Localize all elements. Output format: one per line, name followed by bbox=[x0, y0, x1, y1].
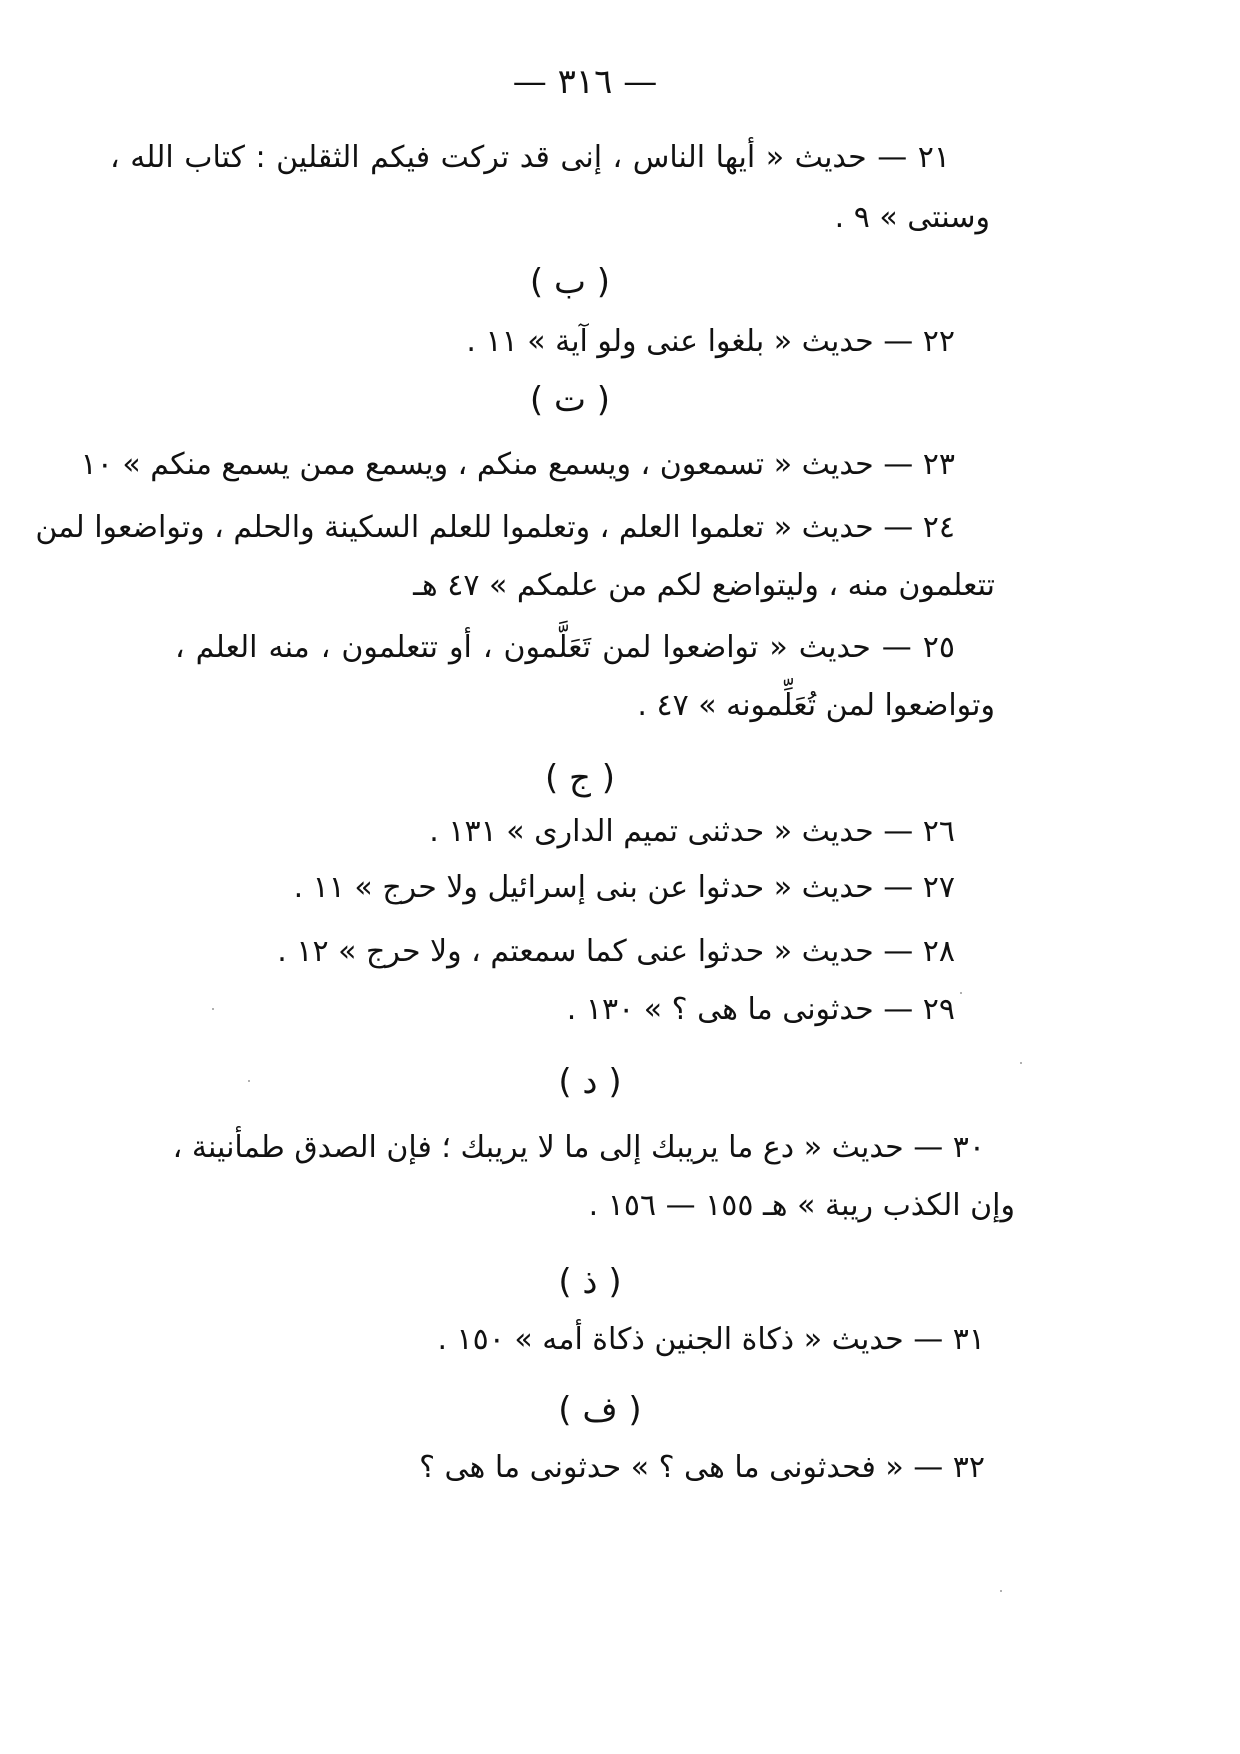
paper-speck bbox=[248, 1080, 250, 1082]
section-heading-jim: ( ج ) bbox=[544, 758, 616, 798]
section-heading-ta: ( ت ) bbox=[529, 380, 611, 420]
entry-21-line-1: ٢١ — حديث « أيها الناس ، إنى قد تركت فيكم الثقلين : كتاب الله ، bbox=[110, 140, 950, 175]
paper-speck bbox=[1000, 1590, 1002, 1592]
entry-24-line-2: تتعلمون منه ، وليتواضع لكم من علمكم » ٤٧ هـ bbox=[413, 568, 995, 603]
section-heading-dal: ( د ) bbox=[558, 1062, 622, 1102]
entry-26: ٢٦ — حديث « حدثنى تميم الدارى » ١٣١ . bbox=[429, 814, 955, 849]
entry-29: ٢٩ — حدثونى ما هى ؟ » ١٣٠ . bbox=[566, 992, 955, 1027]
paper-speck bbox=[960, 992, 962, 994]
entry-22: ٢٢ — حديث « بلغوا عنى ولو آية » ١١ . bbox=[466, 324, 955, 359]
entry-30-line-2: وإن الكذب ريبة » هـ ١٥٥ — ١٥٦ . bbox=[588, 1188, 1015, 1223]
section-heading-dhal: ( ذ ) bbox=[558, 1262, 622, 1302]
paper-speck bbox=[1020, 1062, 1022, 1064]
entry-25-line-2: وتواضعوا لمن تُعَلِّمونه » ٤٧ . bbox=[637, 688, 995, 723]
entry-30-line-1: ٣٠ — حديث « دع ما يريبك إلى ما لا يريبك ؛ فإن الصدق طمأنينة ، bbox=[172, 1130, 985, 1165]
entry-31: ٣١ — حديث « ذكاة الجنين ذكاة أمه » ١٥٠ . bbox=[437, 1322, 985, 1357]
entry-21-line-2: وسنتى » ٩ . bbox=[834, 200, 990, 235]
entry-23: ٢٣ — حديث « تسمعون ، ويسمع منكم ، ويسمع ممن يسمع منكم » ١٠ bbox=[80, 447, 955, 482]
section-heading-ba: ( ب ) bbox=[529, 262, 611, 302]
entry-28: ٢٨ — حديث « حدثوا عنى كما سمعتم ، ولا حرج » ١٢ . bbox=[277, 934, 955, 969]
section-heading-fa: ( ف ) bbox=[558, 1390, 642, 1430]
entry-32: ٣٢ — « فحدثونى ما هى ؟ » حدثونى ما هى ؟ bbox=[419, 1450, 985, 1485]
page-number: — ٣١٦ — bbox=[512, 62, 658, 102]
entry-25-line-1: ٢٥ — حديث « تواضعوا لمن تَعَلَّمون ، أو تتعلمون ، منه العلم ، bbox=[175, 630, 955, 665]
entry-27: ٢٧ — حديث « حدثوا عن بنى إسرائيل ولا حرج » ١١ . bbox=[293, 870, 955, 905]
entry-24-line-1: ٢٤ — حديث « تعلموا العلم ، وتعلموا للعلم السكينة والحلم ، وتواضعوا لمن bbox=[35, 510, 955, 545]
paper-speck bbox=[212, 1008, 214, 1010]
